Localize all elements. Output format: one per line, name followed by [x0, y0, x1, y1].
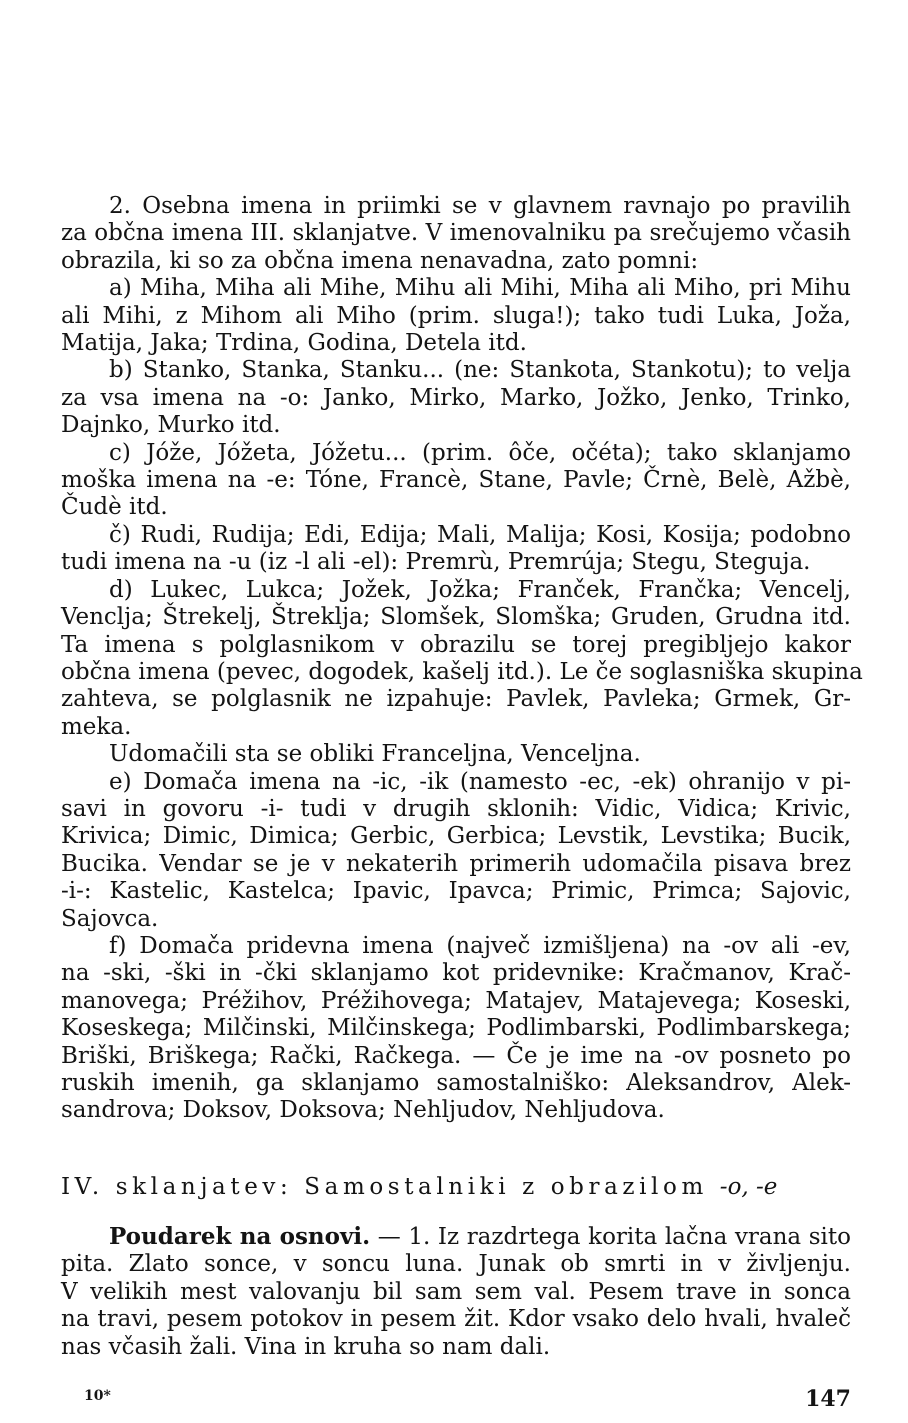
- text-line: Krivica; Dimic, Dimica; Gerbic, Gerbica; Levstik, Levstika; Bucik,: [61, 823, 851, 850]
- text-line: b) Stanko, Stanka, Stanku... (ne: Stankota, Stankotu); to velja: [109, 357, 851, 384]
- text-line: Dajnko, Murko itd.: [61, 412, 281, 439]
- text-line: na travi, pesem potokov in pesem žit. Kdor vsako delo hvali, hvaleč: [61, 1306, 851, 1333]
- text-line: c) Jóže, Jóžeta, Jóžetu... (prim. ôče, očéta); tako sklanjamo: [109, 439, 851, 466]
- text-line: manovega; Préžihov, Préžihovega; Matajev, Matajevega; Koseski,: [61, 987, 851, 1014]
- page-number: 147: [805, 1386, 851, 1412]
- text-line: -i-: Kastelic, Kastelca; Ipavic, Ipavca; Primic, Primca; Sajovic,: [61, 878, 851, 905]
- text-line: Ta imena s polglasnikom v obrazilu se torej pregibljejo kakor: [61, 631, 851, 658]
- section-line-text: — 1. Iz razdrtega korita lačna vrana sito: [377, 1224, 851, 1250]
- text-line: Čudè itd.: [61, 494, 168, 521]
- text-line: na -ski, -ški in -čki sklanjamo kot pridevnike: Kračmanov, Krač-: [61, 960, 851, 987]
- text-line: meka.: [61, 713, 132, 740]
- text-line: Briški, Briškega; Rački, Račkega. — Če je ime na -ov posneto po: [61, 1042, 851, 1069]
- text-line: Matija, Jaka; Trdina, Godina, Detela itd.: [61, 330, 527, 357]
- text-line: zahteva, se polglasnik ne izpahuje: Pavlek, Pavleka; Grmek, Gr-: [61, 686, 851, 713]
- text-line: savi in govoru -i- tudi v drugih sklonih: Vidic, Vidica; Krivic,: [61, 795, 851, 822]
- text-line: Venclja; Štrekelj, Štreklja; Slomšek, Slomška; Gruden, Grudna itd.: [61, 604, 851, 631]
- text-line: č) Rudi, Rudija; Edi, Edija; Mali, Malija; Kosi, Kosija; podobno: [109, 521, 851, 548]
- text-line: moška imena na -e: Tóne, Francè, Stane, Pavle; Črnè, Belè, Ažbè,: [61, 467, 851, 494]
- text-line: [61, 1223, 851, 1251]
- text-line: sandrova; Doksov, Doksova; Nehljudov, Nehljudova.: [61, 1097, 665, 1124]
- text-line: ruskih imenih, ga sklanjamo samostalniško: Aleksandrov, Alek-: [61, 1070, 851, 1096]
- text-line: tudi imena na -u (iz -l ali -el): Premrù, Premrúja; Stegu, Steguja.: [61, 549, 811, 576]
- text-line: f) Domača pridevna imena (največ izmišljena) na -ov ali -ev,: [109, 932, 851, 959]
- text-line: V velikih mest valovanju bil sam sem val. Pesem trave in sonca: [61, 1278, 851, 1305]
- text-line: e) Domača imena na -ic, -ik (namesto -ec, -ek) ohranijo v pi-: [109, 768, 851, 795]
- text-line: Udomačili sta se obliki Franceljna, Venceljna.: [109, 741, 641, 768]
- text-line: Koseskega; Milčinski, Milčinskega; Podlimbarski, Podlimbarskega;: [61, 1015, 851, 1042]
- text-line: d) Lukec, Lukca; Jožek, Jožka; Franček, Frančka; Vencelj,: [109, 576, 851, 603]
- text-line: ali Mihi, z Mihom ali Miho (prim. sluga!); tako tudi Luka, Joža,: [61, 302, 851, 329]
- section-lead: Poudarek na osnovi.: [109, 1223, 371, 1250]
- section-body: [61, 1223, 851, 1361]
- heading-spaced-text: IV. sklanjatev: Samostalniki z obrazilom: [61, 1174, 708, 1200]
- text-line: nas včasih žali. Vina in kruha so nam dali.: [61, 1333, 551, 1360]
- text-line: za občna imena III. sklanjatve. V imenovalniku pa srečujemo včasih: [61, 220, 851, 247]
- section-heading: [61, 1174, 851, 1200]
- main-text: [61, 193, 863, 1125]
- text-line: Bucika. Vendar se je v nekaterih primerih udomačila pisava brez: [61, 850, 851, 877]
- text-line: za vsa imena na -o: Janko, Mirko, Marko, Jožko, Jenko, Trinko,: [61, 384, 851, 411]
- heading-ending: -o, -e: [719, 1174, 778, 1200]
- text-line: Sajovca.: [61, 905, 159, 932]
- signature-mark: 10*: [84, 1388, 111, 1404]
- text-line: občna imena (pevec, dogodek, kašelj itd.). Le če soglasniška skupina: [61, 658, 863, 685]
- text-line: obrazila, ki so za občna imena nenavadna, zato pomni:: [61, 247, 699, 274]
- text-line: a) Miha, Miha ali Mihe, Mihu ali Mihi, Miha ali Miho, pri Mihu: [109, 275, 851, 302]
- text-line: 2. Osebna imena in priimki se v glavnem ravnajo po pravilih: [109, 193, 851, 219]
- text-line: pita. Zlato sonce, v soncu luna. Junak ob smrti in v življenju.: [61, 1251, 851, 1278]
